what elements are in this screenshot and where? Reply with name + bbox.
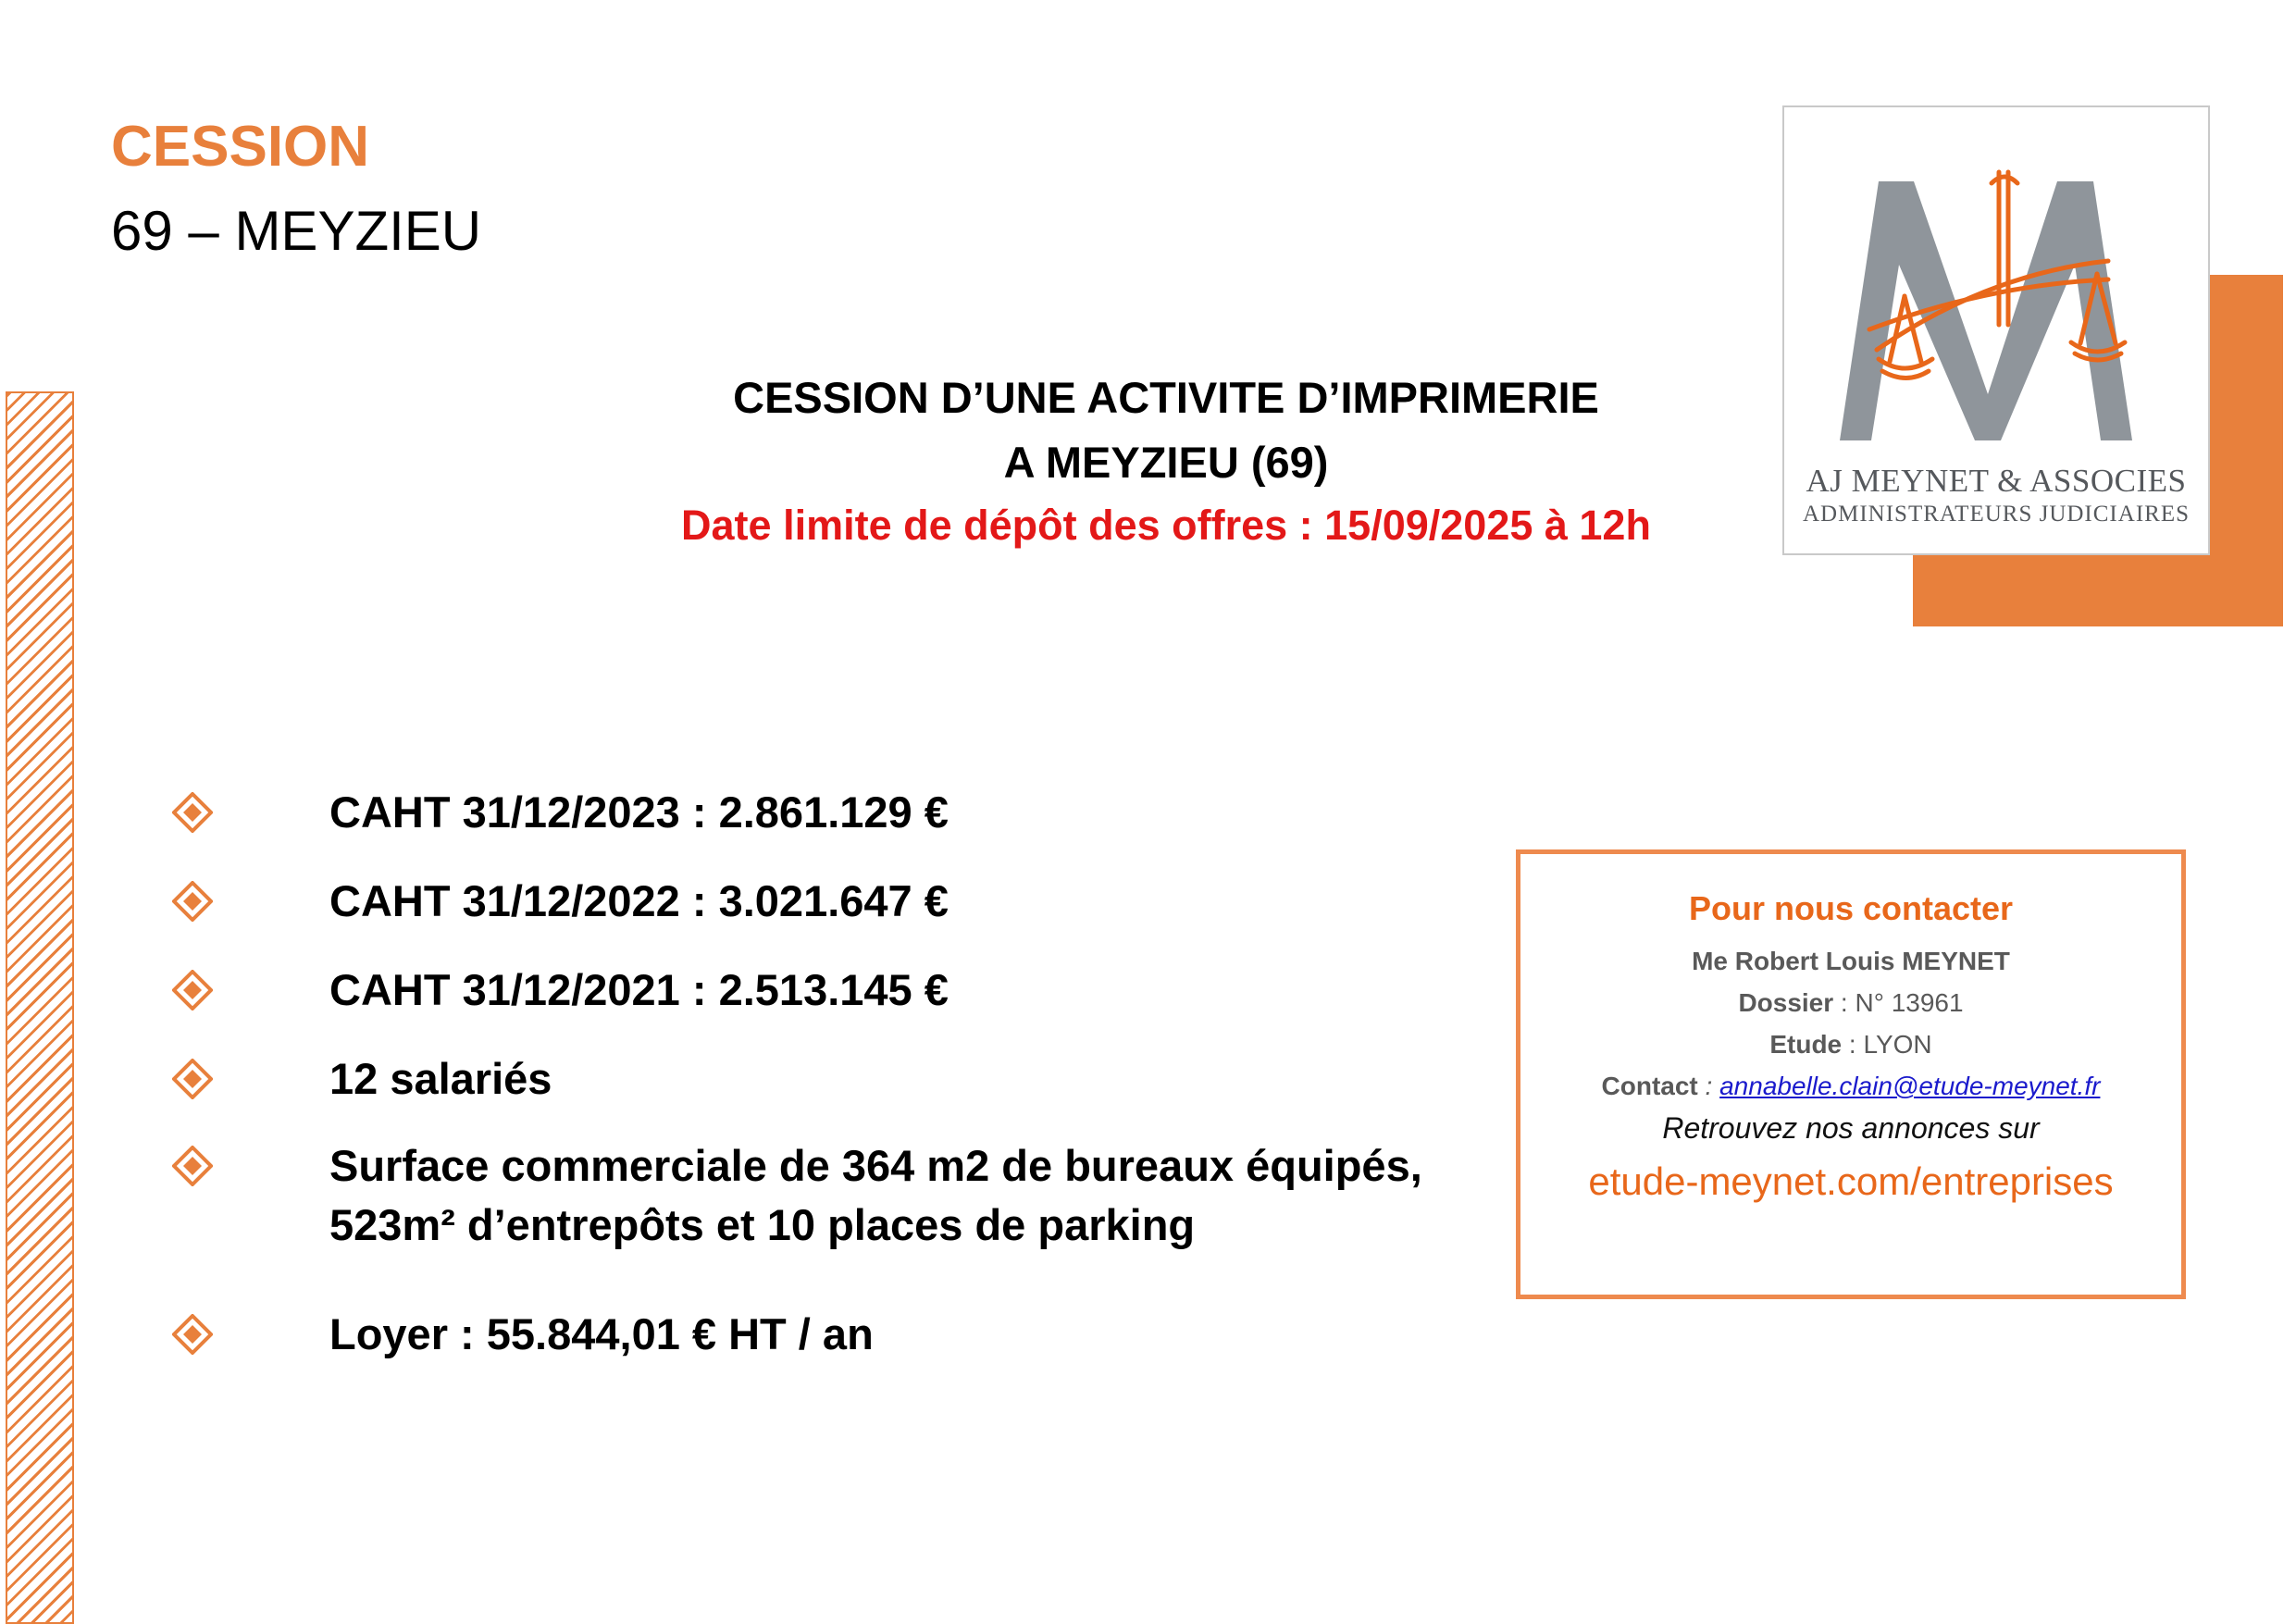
diamond-bullet-icon <box>172 1314 213 1355</box>
dossier-value: : N° 13961 <box>1833 988 1964 1017</box>
title-line-2: A MEYZIEU (69) <box>1003 438 1329 487</box>
etude-label: Etude <box>1769 1030 1843 1059</box>
bullet-text: CAHT 31/12/2023 : 2.861.129 € <box>329 787 949 837</box>
title-block <box>555 366 1777 556</box>
contact-person: Me Robert Louis MEYNET <box>1692 947 2010 975</box>
website-link[interactable]: etude-meynet.com/entreprises <box>1588 1159 2114 1203</box>
logo-company-name: AJ MEYNET & ASSOCIES <box>1806 463 2187 499</box>
etude-value: : LYON <box>1842 1030 1932 1059</box>
bullet-text: CAHT 31/12/2022 : 3.021.647 € <box>329 876 949 925</box>
diamond-bullet-icon <box>172 970 213 1010</box>
header-location: 69 – MEYZIEU <box>111 200 482 262</box>
offer-deadline: Date limite de dépôt des offres : 15/09/2025 à 12h <box>681 502 1651 549</box>
contact-etude <box>1520 1030 2181 1060</box>
diamond-bullet-icon <box>172 881 213 922</box>
logo-m-scales-icon <box>1803 135 2191 468</box>
decorative-hatched-band <box>6 391 74 1624</box>
company-logo <box>1782 105 2210 555</box>
diamond-bullet-icon <box>172 792 213 833</box>
contact-separator: : <box>1697 1072 1720 1100</box>
annonces-text: Retrouvez nos annonces sur <box>1662 1111 2040 1145</box>
diamond-bullet-icon <box>172 1146 213 1186</box>
bullet-text: 12 salariés <box>329 1054 552 1103</box>
bullet-text: CAHT 31/12/2021 : 2.513.145 € <box>329 965 949 1014</box>
logo-company-subtitle: ADMINISTRATEURS JUDICIAIRES <box>1803 502 2190 527</box>
contact-label: Contact <box>1601 1072 1698 1100</box>
header-category: CESSION <box>111 115 370 179</box>
contact-email-link[interactable]: annabelle.clain@etude-meynet.fr <box>1719 1072 2101 1100</box>
contact-email-line <box>1520 1072 2181 1101</box>
contact-dossier <box>1520 988 2181 1018</box>
contact-title: Pour nous contacter <box>1688 889 2014 927</box>
title-line-1: CESSION D’UNE ACTIVITE D’IMPRIMERIE <box>733 373 1599 422</box>
dossier-label: Dossier <box>1738 988 1834 1017</box>
bullet-text: Surface commerciale de 364 m2 de bureaux équipés, 523m² d’entrepôts et 10 places de parking <box>329 1141 1434 1249</box>
contact-box <box>1516 849 2186 1299</box>
bullet-text: Loyer : 55.844,01 € HT / an <box>329 1309 874 1358</box>
diamond-bullet-icon <box>172 1059 213 1099</box>
